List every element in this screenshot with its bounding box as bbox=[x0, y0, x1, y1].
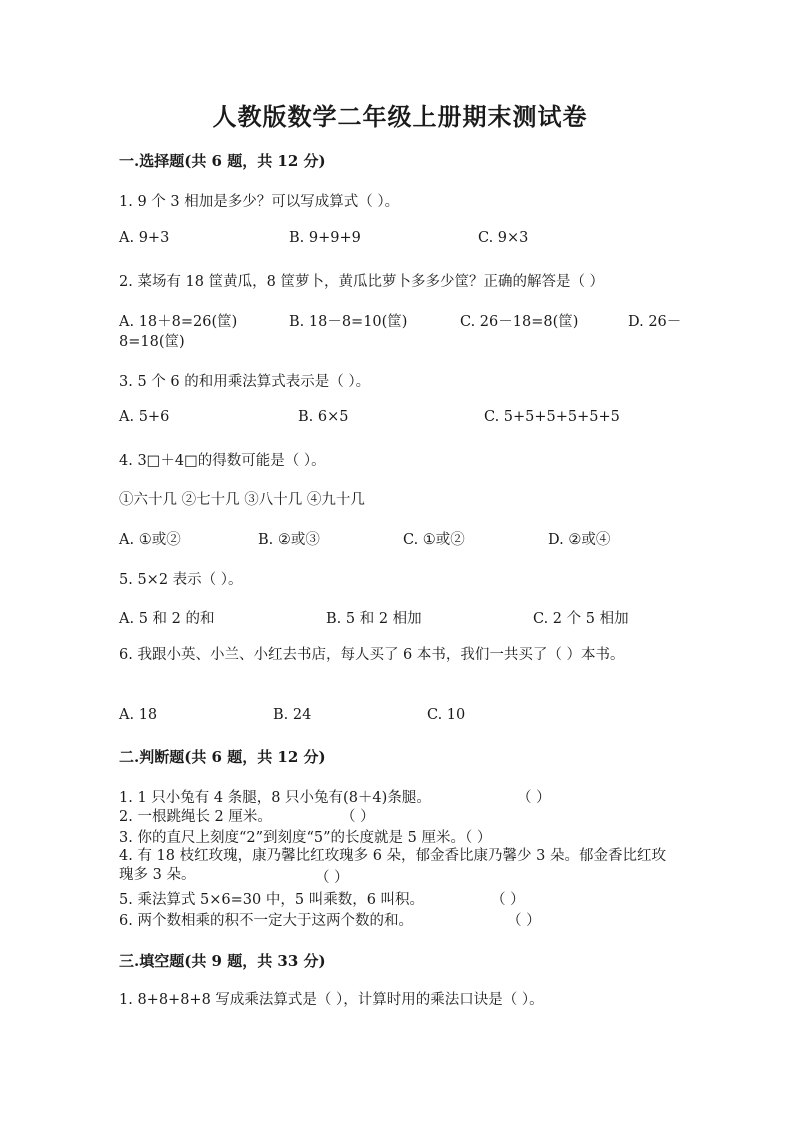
answer-bracket-6: （ ） bbox=[507, 913, 541, 929]
option-d: D. ②或④ bbox=[548, 532, 611, 548]
question-4-choices: ①六十几 ②七十几 ③八十几 ④九十几 bbox=[119, 492, 365, 508]
section-heading-judgment: 二.判断题(共 6 题，共 12 分) bbox=[119, 748, 326, 766]
judgment-item-4: 4. 有 18 枝红玫瑰，康乃馨比红玫瑰多 6 朵，郁金香比康乃馨少 3 朵。郁金香比红玫瑰多 3 朵。 bbox=[119, 848, 666, 883]
options-q6 bbox=[0, 707, 800, 727]
fill-question-1: 1. 8+8+8+8 写成乘法算式是（ ），计算时用的乘法口诀是（ ）。 bbox=[119, 992, 544, 1008]
answer-bracket-2: （ ） bbox=[341, 809, 375, 825]
question-6: 6. 我跟小英、小兰、小红去书店，每人买了 6 本书，我们一共买了（ ）本书。 bbox=[119, 647, 625, 663]
question-1: 1. 9 个 3 相加是多少？可以写成算式（ ）。 bbox=[119, 194, 400, 210]
option-a: A. ①或② bbox=[119, 532, 181, 548]
option-c: C. ①或② bbox=[403, 532, 465, 548]
option-c: C. 2 个 5 相加 bbox=[533, 611, 629, 627]
judgment-item-1: 1. 1 只小兔有 4 条腿，8 只小兔有(8＋4)条腿。 bbox=[119, 790, 431, 806]
option-c: C. 10 bbox=[427, 707, 466, 723]
options-q4 bbox=[0, 528, 800, 548]
option-a: A. 18＋8=26(筐) bbox=[119, 314, 238, 330]
option-b: B. 5 和 2 相加 bbox=[326, 611, 422, 627]
judgment-item-3: 3. 你的直尺上刻度“2”到刻度“5”的长度就是 5 厘米。（ ） bbox=[119, 830, 492, 846]
options-q2-wrap bbox=[0, 330, 800, 350]
option-c: C. 26－18=8(筐) bbox=[460, 314, 579, 330]
judgment-item-2: 2. 一根跳绳长 2 厘米。 bbox=[119, 809, 272, 825]
option-b: B. 6×5 bbox=[298, 409, 349, 425]
options-q2 bbox=[0, 310, 800, 330]
option-b: B. 24 bbox=[273, 707, 312, 723]
option-a: A. 9+3 bbox=[119, 230, 170, 246]
options-q3 bbox=[0, 409, 800, 429]
page-title: 人教版数学二年级上册期末测试卷 bbox=[212, 102, 588, 131]
option-a: A. 18 bbox=[119, 707, 158, 723]
answer-bracket-5: （ ） bbox=[491, 892, 525, 908]
judgment-item-6: 6. 两个数相乘的积不一定大于这两个数的和。 bbox=[119, 913, 413, 929]
answer-bracket-1: （ ） bbox=[517, 790, 551, 806]
options-q1 bbox=[0, 230, 800, 250]
option-d-continued: 8=18(筐) bbox=[119, 334, 185, 350]
section-heading-choice: 一.选择题(共 6 题，共 12 分) bbox=[119, 152, 326, 170]
option-b: B. ②或③ bbox=[258, 532, 320, 548]
option-b: B. 9+9+9 bbox=[289, 230, 361, 246]
options-q5 bbox=[0, 607, 800, 627]
option-c: C. 9×3 bbox=[478, 230, 529, 246]
option-d: D. 26－ bbox=[628, 314, 682, 330]
option-b: B. 18－8=10(筐) bbox=[289, 314, 408, 330]
question-4: 4. 3□＋4□的得数可能是（ ）。 bbox=[119, 453, 326, 469]
question-3: 3. 5 个 6 的和用乘法算式表示是（ ）。 bbox=[119, 374, 371, 390]
question-5: 5. 5×2 表示（ ）。 bbox=[119, 572, 243, 588]
section-heading-fill: 三.填空题(共 9 题，共 33 分) bbox=[119, 952, 326, 970]
option-a: A. 5 和 2 的和 bbox=[119, 611, 215, 627]
option-c: C. 5+5+5+5+5+5 bbox=[484, 409, 620, 425]
judgment-item-5: 5. 乘法算式 5×6=30 中，5 叫乘数，6 叫积。 bbox=[119, 892, 425, 908]
question-2: 2. 菜场有 18 筐黄瓜，8 筐萝卜，黄瓜比萝卜多多少筐？正确的解答是（ ） bbox=[119, 274, 605, 290]
option-a: A. 5+6 bbox=[119, 409, 170, 425]
answer-bracket-4: （ ） bbox=[315, 870, 349, 886]
